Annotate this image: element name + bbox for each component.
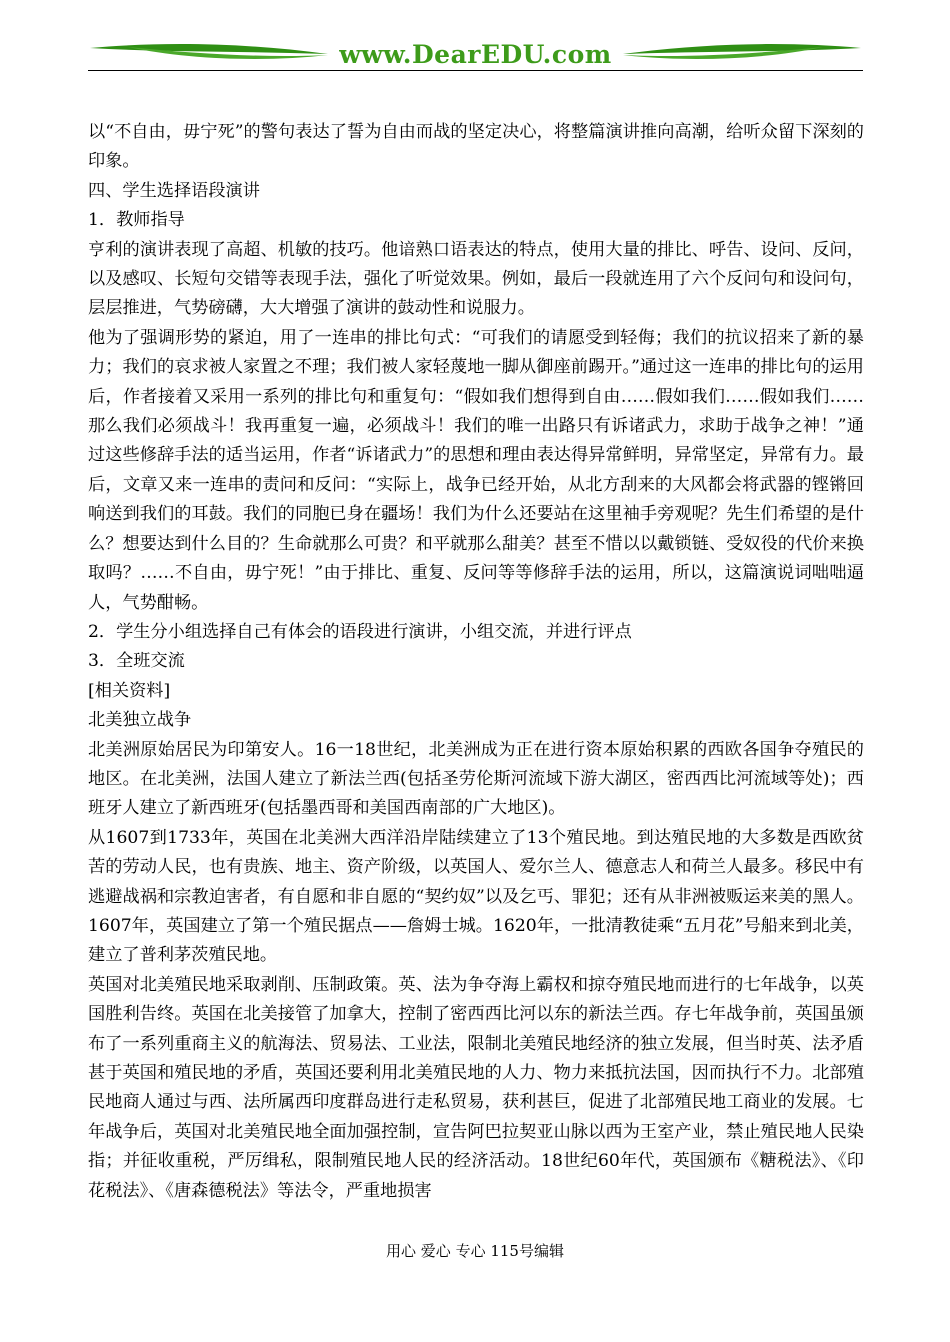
site-logo[interactable]: www.DearEDU.com	[339, 40, 612, 69]
paragraph: 以“不自由，毋宁死”的警句表达了誓为自由而战的坚定决心，将整篇演讲推向高潮，给听众留下深刻的印象。	[88, 122, 864, 172]
page-footer: 用心 爱心 专心 115号编辑	[386, 1242, 564, 1260]
subsection-heading: 3．全班交流	[88, 651, 185, 672]
subsection-heading: 1．教师指导	[88, 210, 185, 231]
paragraph: 亨利的演讲表现了高超、机敏的技巧。他谙熟口语表达的特点，使用大量的排比、呼告、设问、反问，以及感叹、长短句交错等表现手法，强化了听觉效果。例如，最后一段就连用了六个反问句和设问句，层层推进，气势磅礴，大大增强了演讲的鼓动性和说服力。	[88, 239, 864, 319]
document-body	[88, 118, 864, 1206]
site-header	[88, 38, 863, 72]
section-heading: 四、学生选择语段演讲	[88, 180, 260, 201]
paragraph: 北美洲原始居民为印第安人。16一18世纪，北美洲成为正在进行资本原始积累的西欧各国争夺殖民的地区。在北美洲，法国人建立了新法兰西(包括圣劳伦斯河流域下游大湖区，密西西比河流域等处)；西班牙人建立了新西班牙(包括墨西哥和美国西南部的广大地区)。	[88, 739, 864, 819]
article-title: 北美独立战争	[88, 710, 192, 731]
subsection-heading: 2．学生分小组选择自己有体会的语段进行演讲，小组交流，并进行评点	[88, 621, 632, 642]
paragraph: 他为了强调形势的紧迫，用了一连串的排比句式：“可我们的请愿受到轻侮；我们的抗议招来了新的暴力；我们的哀求被人家置之不理；我们被人家轻蔑地一脚从御座前踢开。”通过这一连串的排比句的运用后，作者接着又采用一系列的排比句和重复句：“假如我们想得到自由……假如我们……假如我们……那么我们必须战斗！我再重复一遍，必须战斗！我们的唯一出路只有诉诸武力，求助于战争之神！”通过这些修辞手法的适当运用，作者“诉诸武力”的思想和理由表达得异常鲜明，异常坚定，异常有力。最后，文章又来一连串的责问和反问：“实际上，战争已经开始，从北方刮来的大风都会将武器的铿锵回响送到我们的耳鼓。我们的同胞已身在疆场！我们为什么还要站在这里袖手旁观呢？先生们希望的是什么？想要达到什么目的？生命就那么可贵？和平就那么甜美？甚至不惜以以戴锁链、受奴役的代价来换取吗？……不自由，毋宁死！”由于排比、重复、反问等等修辞手法的运用，所以，这篇演说词咄咄逼人，气势酣畅。	[88, 327, 864, 613]
paragraph: 英国对北美殖民地采取剥削、压制政策。英、法为争夺海上霸权和掠夺殖民地而进行的七年战争，以英国胜利告终。英国在北美接管了加拿大，控制了密西西比河以东的新法兰西。存七年战争前，英国虽颁布了一系列重商主义的航海法、贸易法、工业法，限制北美殖民地经济的独立发展，但当时英、法矛盾甚于英国和殖民地的矛盾，英国还要利用北美殖民地的人力、物力来抵抗法国，因而执行不力。北部殖民地商人通过与西、法所属西印度群岛进行走私贸易，获利甚巨，促进了北部殖民地工商业的发展。七年战争后，英国对北美殖民地全面加强控制，宣告阿巴拉契亚山脉以西为王室产业，禁止殖民地人民染指；并征收重税，严厉缉私，限制殖民地人民的经济活动。18世纪60年代，英国颁布《糖税法》、《印花税法》、《唐森德税法》等法令，严重地损害	[88, 974, 864, 1201]
paragraph: 从1607到1733年，英国在北美洲大西洋沿岸陆续建立了13个殖民地。到达殖民地的大多数是西欧贫苦的劳动人民，也有贵族、地主、资产阶级，以英国人、爱尔兰人、德意志人和荷兰人最多。移民中有逃避战祸和宗教迫害者，有自愿和非自愿的“契约奴”以及乞丐、罪犯；还有从非洲被贩运来美的黑人。1607年，英国建立了第一个殖民据点——詹姆士城。1620年，一批清教徒乘“五月花”号船来到北美，建立了普利茅茨殖民地。	[88, 827, 864, 966]
header-divider	[88, 70, 863, 71]
section-heading: [相关资料]	[88, 680, 171, 701]
